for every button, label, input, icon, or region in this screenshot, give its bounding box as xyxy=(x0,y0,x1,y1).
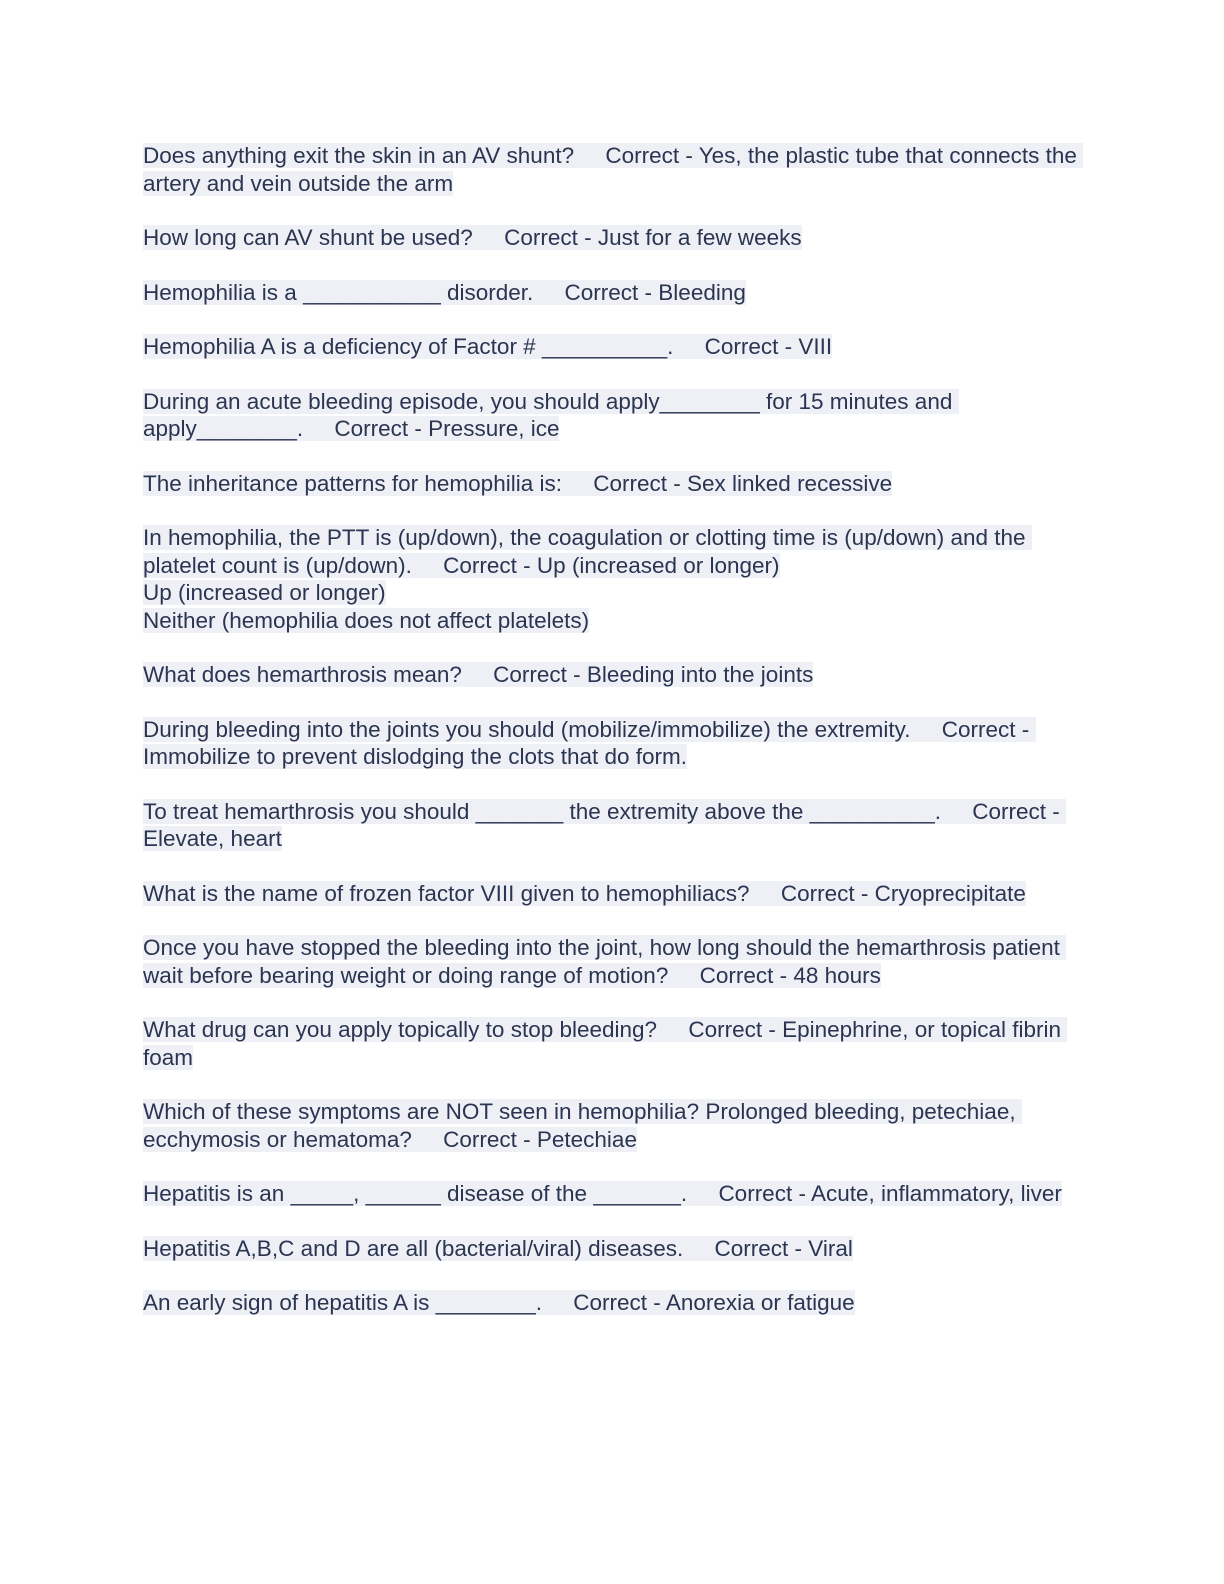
answer-text: Correct - Bleeding xyxy=(564,279,746,305)
question-text: How long can AV shunt be used? xyxy=(143,225,473,250)
answer-text: Correct - Sex linked recessive xyxy=(593,470,893,496)
question-text: What does hemarthrosis mean? xyxy=(143,662,462,687)
qa-item-16 xyxy=(143,1235,1078,1263)
answer-text: Correct - 48 hours xyxy=(699,962,881,988)
answer-text: Correct - VIII xyxy=(704,334,833,359)
answer-text: Correct - Pressure, ice xyxy=(334,416,560,441)
qa-item-2 xyxy=(143,224,1078,252)
qa-item-9 xyxy=(143,716,1078,771)
answer-text: Correct - Immobilize to prevent dislodging the clots that do form. xyxy=(143,716,1036,769)
answer-text: Correct - Viral xyxy=(714,1235,853,1261)
document-page xyxy=(143,142,1084,1344)
question-text: Hemophilia A is a deficiency of Factor # __________. xyxy=(143,334,674,359)
question-text: Hepatitis A,B,C and D are all (bacterial/viral) diseases. xyxy=(143,1235,684,1261)
qa-item-14 xyxy=(143,1098,1078,1153)
question-text: An early sign of hepatitis A is ________. xyxy=(143,1290,543,1315)
answer-text: Correct - Petechiae xyxy=(443,1126,637,1152)
question-text: Hepatitis is an _____, ______ disease of the _______. xyxy=(143,1181,688,1206)
answer-text: Correct - Up (increased or longer) Up (increased or longer) Neither (hemophilia does not affect platelets) xyxy=(143,552,780,633)
qa-item-11 xyxy=(143,880,1078,908)
qa-item-3 xyxy=(143,279,1078,307)
question-text: What drug can you apply topically to stop bleeding? xyxy=(143,1017,658,1042)
qa-item-4 xyxy=(143,333,1078,361)
qa-item-6 xyxy=(143,470,1078,498)
qa-item-15 xyxy=(143,1180,1078,1208)
answer-text: Correct - Anorexia or fatigue xyxy=(573,1290,855,1315)
question-text: Which of these symptoms are NOT seen in hemophilia? Prolonged bleeding, petechiae, ecchymosis or hematoma? xyxy=(143,1099,1022,1152)
qa-item-10 xyxy=(143,798,1078,853)
answer-text: Correct - Just for a few weeks xyxy=(504,225,802,250)
qa-item-8 xyxy=(143,661,1078,689)
answer-text: Correct - Acute, inflammatory, liver xyxy=(718,1181,1062,1206)
question-text: The inheritance patterns for hemophilia is: xyxy=(143,470,562,496)
answer-text: Correct - Yes, the plastic tube that connects the artery and vein outside the arm xyxy=(143,143,1084,196)
question-text: During an acute bleeding episode, you should apply________ for 15 minutes and apply________. xyxy=(143,388,959,441)
question-text: In hemophilia, the PTT is (up/down), the coagulation or clotting time is (up/down) and the platelet count is (up/down). xyxy=(143,525,1032,578)
question-text: Does anything exit the skin in an AV shunt? xyxy=(143,143,575,168)
question-text: Hemophilia is a ___________ disorder. xyxy=(143,279,534,305)
qa-item-13 xyxy=(143,1016,1078,1071)
answer-text: Correct - Cryoprecipitate xyxy=(780,880,1026,906)
question-text: To treat hemarthrosis you should _______ the extremity above the __________. xyxy=(143,798,942,824)
qa-item-5 xyxy=(143,388,1078,443)
answer-text: Correct - Epinephrine, or topical fibrin foam xyxy=(143,1017,1068,1070)
qa-item-12 xyxy=(143,934,1078,989)
qa-item-17 xyxy=(143,1289,1078,1317)
answer-text: Correct - Bleeding into the joints xyxy=(493,662,814,687)
qa-item-7 xyxy=(143,524,1078,634)
question-text: During bleeding into the joints you should (mobilize/immobilize) the extremity. xyxy=(143,716,911,742)
question-text: Once you have stopped the bleeding into the joint, how long should the hemarthrosis patient wait before bearing weight or doing range of motion? xyxy=(143,935,1067,988)
answer-text: Correct - Elevate, heart xyxy=(143,798,1067,851)
qa-item-1 xyxy=(143,142,1084,197)
question-text: What is the name of frozen factor VIII given to hemophiliacs? xyxy=(143,880,750,906)
